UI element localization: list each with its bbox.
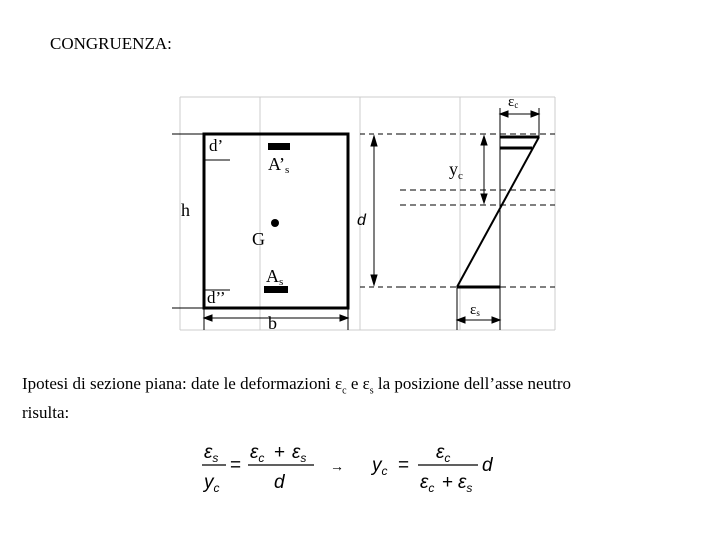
label-eps-c-main: ε xyxy=(508,94,515,110)
f3-num xyxy=(436,442,450,465)
label-as-main: A xyxy=(266,266,279,286)
f1-equals: = xyxy=(230,455,242,476)
label-b: b xyxy=(268,313,277,333)
f3-den-eps-c-sub: c xyxy=(428,481,435,495)
label-eps-s-main: ε xyxy=(470,302,477,318)
label-eps-s-sub: s xyxy=(476,308,480,318)
f2-num-eps-s-main: ε xyxy=(292,442,301,463)
f3-den-eps-s-main: ε xyxy=(458,472,467,493)
label-as-prime-sub: s xyxy=(285,164,290,176)
f2-num-eps-c-main: ε xyxy=(250,442,259,463)
f2-num-eps-s-sub: s xyxy=(300,451,307,465)
f1-num-sub: s xyxy=(212,451,219,465)
text-line1-sub2: s xyxy=(369,385,374,397)
label-d-double-prime: d’’ xyxy=(207,288,226,307)
f3-equals: = xyxy=(398,455,410,476)
f2-den: d xyxy=(274,472,285,493)
label-as-sub: s xyxy=(279,276,284,288)
label-as-prime-main: A’ xyxy=(268,154,285,174)
f3-den-eps-s xyxy=(458,472,472,495)
f1-num xyxy=(204,442,218,465)
text-line1-part1: Ipotesi di sezione piana: date le deformazioni ε xyxy=(22,374,343,393)
label-g: G xyxy=(252,229,265,249)
f3-lhs xyxy=(370,455,388,478)
f1-den-y: y xyxy=(204,472,214,493)
text-line1-part3: la posizione dell’asse neutro xyxy=(373,374,571,393)
f2-num-eps-c-sub: c xyxy=(258,451,265,465)
f3-num-eps: ε xyxy=(436,442,445,463)
f3-den-eps-c-main: ε xyxy=(420,472,429,493)
f1-den xyxy=(202,472,220,495)
f2-num-eps-c xyxy=(250,442,264,465)
f3-den-plus: + xyxy=(442,472,454,493)
f3-lhs-sub: c xyxy=(381,464,388,478)
f1-den-sub: c xyxy=(213,481,220,495)
f3-num-sub: c xyxy=(444,451,451,465)
f3-lhs-y: y xyxy=(372,455,382,476)
f3-d: d xyxy=(482,455,493,476)
label-yc-sub: c xyxy=(458,170,463,182)
f1-num-eps: ε xyxy=(204,442,213,463)
label-h: h xyxy=(181,200,190,220)
label-d-prime: d’ xyxy=(209,136,224,155)
f3-den-eps-c xyxy=(420,472,434,495)
f2-num-eps-s xyxy=(292,442,306,465)
text-line1-sub1: c xyxy=(342,385,347,397)
f2-num-plus: + xyxy=(274,442,286,463)
label-yc-main: y xyxy=(449,159,458,179)
label-d: d xyxy=(357,212,366,229)
label-eps-c-sub: c xyxy=(514,100,519,110)
page-title: CONGRUENZA: xyxy=(50,34,172,53)
text-line2: risulta: xyxy=(22,403,70,423)
arrow: → xyxy=(330,458,344,474)
f3-den-eps-s-sub: s xyxy=(466,481,473,495)
text-line1-part2: e ε xyxy=(346,374,370,393)
